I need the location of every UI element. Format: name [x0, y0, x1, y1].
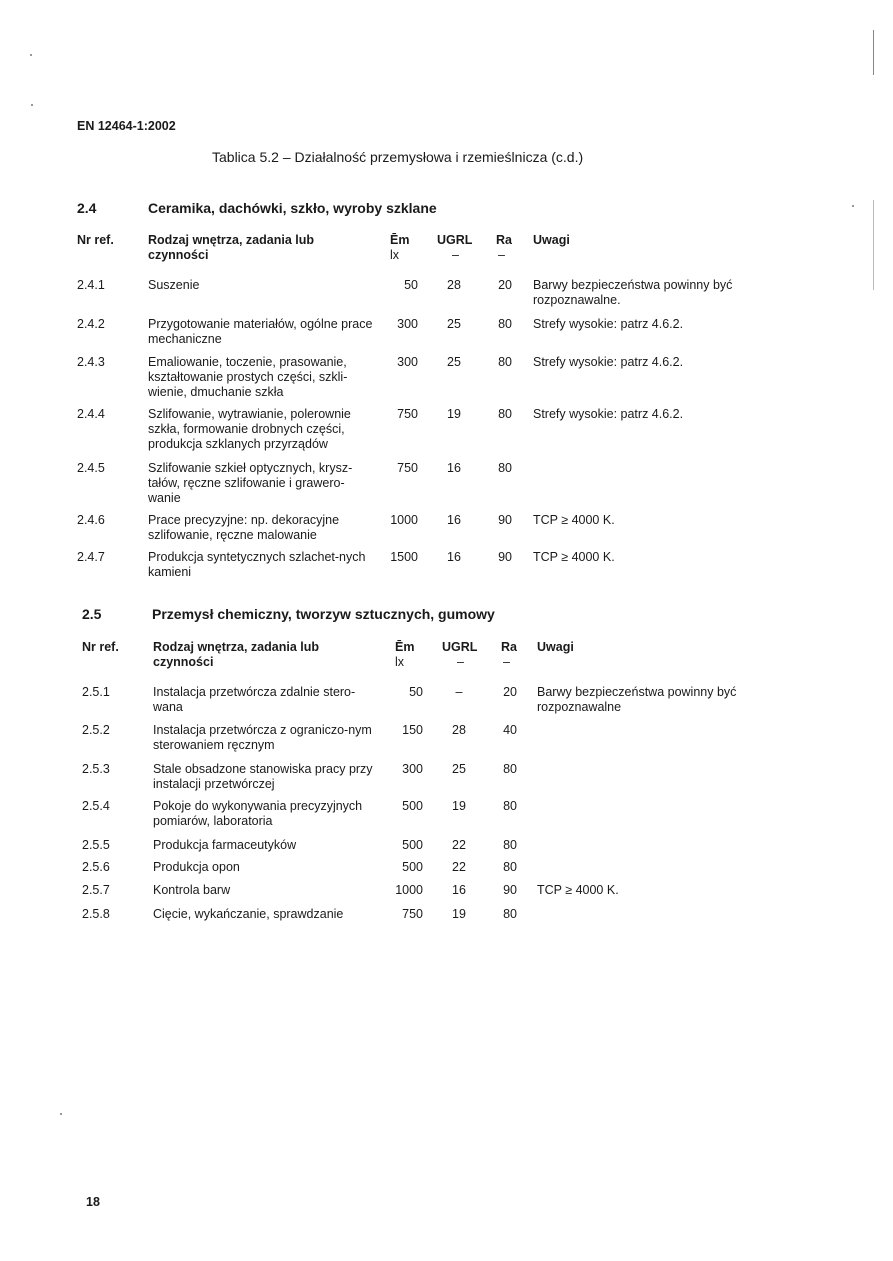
row-ugr: 16 — [452, 883, 466, 897]
row-em: 750 — [402, 907, 423, 921]
row-remarks: Barwy bezpieczeństwa powinny być rozpoznawalne — [537, 685, 737, 714]
row-ref: 2.4.1 — [77, 278, 105, 292]
row-em: 150 — [402, 723, 423, 737]
column-header-interior: Rodzaj wnętrza, zadania lub czynności — [153, 640, 319, 669]
scan-edge-line — [873, 200, 874, 290]
row-remarks: Strefy wysokie: patrz 4.6.2. — [533, 355, 684, 369]
row-ref: 2.5.2 — [82, 723, 110, 737]
row-ugr: – — [455, 685, 463, 699]
row-em: 500 — [402, 860, 423, 874]
row-ra: 80 — [503, 799, 517, 813]
row-ref: 2.5.4 — [82, 799, 110, 813]
row-em: 1000 — [395, 883, 423, 897]
row-interior: Szlifowanie, wytrawianie, polerownie szkła, formowanie drobnych części, produkcja szklanych przyrządów — [148, 407, 351, 451]
column-unit-em: lx — [395, 655, 405, 669]
row-ref: 2.4.5 — [77, 461, 105, 475]
row-ra: 90 — [498, 513, 512, 527]
row-ra: 20 — [498, 278, 512, 292]
row-em: 500 — [402, 799, 423, 813]
row-interior: Stale obsadzone stanowiska pracy przy instalacji przetwórczej — [153, 762, 373, 791]
row-ref: 2.4.3 — [77, 355, 105, 369]
row-ra: 80 — [498, 461, 512, 475]
section-number: 2.5 — [82, 606, 102, 622]
row-ugr: 19 — [452, 907, 466, 921]
column-unit-ra: – — [503, 655, 510, 669]
row-ref: 2.5.5 — [82, 838, 110, 852]
column-header-remarks: Uwagi — [533, 233, 570, 247]
row-remarks: TCP ≥ 4000 K. — [533, 550, 615, 564]
scan-speck — [852, 205, 854, 207]
section-number: 2.4 — [77, 200, 97, 216]
row-ugr: 28 — [452, 723, 466, 737]
row-interior: Prace precyzyjne: np. dekoracyjne szlifowanie, ręczne malowanie — [148, 513, 340, 542]
page-number: 18 — [86, 1195, 100, 1209]
row-em: 750 — [397, 461, 418, 475]
row-remarks: TCP ≥ 4000 K. — [537, 883, 619, 897]
row-ref: 2.5.7 — [82, 883, 110, 897]
row-ra: 80 — [503, 860, 517, 874]
row-em: 300 — [397, 317, 418, 331]
row-ugr: 16 — [447, 513, 461, 527]
row-interior: Produkcja syntetycznych szlachet-nych kamieni — [148, 550, 366, 579]
standard-code: EN 12464-1:2002 — [77, 119, 176, 133]
column-header-ref: Nr ref. — [82, 640, 119, 654]
row-interior: Cięcie, wykańczanie, sprawdzanie — [153, 907, 344, 921]
row-em: 750 — [397, 407, 418, 421]
row-interior: Szlifowanie szkieł optycznych, krysz-tałów, ręczne szlifowanie i grawero-wanie — [148, 461, 353, 505]
column-header-ugr: UGRL — [442, 640, 478, 654]
column-header-ref: Nr ref. — [77, 233, 114, 247]
scan-edge-line — [873, 30, 874, 75]
row-interior: Instalacja przetwórcza zdalnie stero-wana — [153, 685, 356, 714]
row-ra: 80 — [498, 317, 512, 331]
row-em: 300 — [402, 762, 423, 776]
row-remarks: Strefy wysokie: patrz 4.6.2. — [533, 317, 684, 331]
row-ra: 40 — [503, 723, 517, 737]
column-header-interior: Rodzaj wnętrza, zadania lub czynności — [148, 233, 314, 262]
row-interior: Produkcja farmaceutyków — [153, 838, 297, 852]
table-title: Tablica 5.2 – Działalność przemysłowa i rzemieślnicza (c.d.) — [212, 149, 584, 165]
row-ref: 2.4.6 — [77, 513, 105, 527]
column-unit-ugr: – — [452, 248, 459, 262]
section-title: Przemysł chemiczny, tworzyw sztucznych, gumowy — [152, 606, 495, 622]
row-em: 1500 — [390, 550, 418, 564]
scan-speck — [60, 1113, 62, 1115]
row-ra: 80 — [498, 407, 512, 421]
row-ugr: 25 — [447, 355, 461, 369]
row-interior: Emaliowanie, toczenie, prasowanie, kształtowanie prostych części, szkli-wienie, dmuchanie szkła — [148, 355, 348, 399]
row-ugr: 25 — [447, 317, 461, 331]
column-header-remarks: Uwagi — [537, 640, 574, 654]
row-ref: 2.5.3 — [82, 762, 110, 776]
row-ra: 80 — [498, 355, 512, 369]
column-header-em: Ēm — [390, 233, 410, 247]
row-ugr: 28 — [447, 278, 461, 292]
row-ugr: 19 — [447, 407, 461, 421]
row-ref: 2.5.8 — [82, 907, 110, 921]
row-ugr: 22 — [452, 838, 466, 852]
row-ugr: 19 — [452, 799, 466, 813]
scan-speck — [30, 54, 32, 56]
row-ugr: 22 — [452, 860, 466, 874]
row-ugr: 25 — [452, 762, 466, 776]
column-unit-em: lx — [390, 248, 400, 262]
row-remarks: Strefy wysokie: patrz 4.6.2. — [533, 407, 684, 421]
row-interior: Przygotowanie materiałów, ogólne prace mechaniczne — [148, 317, 373, 346]
row-em: 500 — [402, 838, 423, 852]
row-interior: Instalacja przetwórcza z ograniczo-nym sterowaniem ręcznym — [153, 723, 372, 752]
row-ugr: 16 — [447, 550, 461, 564]
row-interior: Pokoje do wykonywania precyzyjnych pomiarów, laboratoria — [153, 799, 363, 828]
row-ra: 80 — [503, 907, 517, 921]
row-ra: 90 — [498, 550, 512, 564]
row-ugr: 16 — [447, 461, 461, 475]
row-ref: 2.5.6 — [82, 860, 110, 874]
row-interior: Kontrola barw — [153, 883, 231, 897]
row-em: 50 — [409, 685, 423, 699]
row-ra: 80 — [503, 762, 517, 776]
row-interior: Suszenie — [148, 278, 200, 292]
column-header-ugr: UGRL — [437, 233, 473, 247]
row-ra: 80 — [503, 838, 517, 852]
row-ra: 90 — [503, 883, 517, 897]
scan-speck — [31, 104, 33, 106]
row-ref: 2.4.2 — [77, 317, 105, 331]
column-unit-ugr: – — [457, 655, 464, 669]
row-em: 50 — [404, 278, 418, 292]
row-ra: 20 — [503, 685, 517, 699]
row-interior: Produkcja opon — [153, 860, 240, 874]
row-remarks: Barwy bezpieczeństwa powinny być rozpoznawalne. — [533, 278, 733, 307]
row-ref: 2.4.4 — [77, 407, 105, 421]
column-header-ra: Ra — [496, 233, 512, 247]
column-unit-ra: – — [498, 248, 505, 262]
row-remarks: TCP ≥ 4000 K. — [533, 513, 615, 527]
column-header-em: Ēm — [395, 640, 415, 654]
row-ref: 2.5.1 — [82, 685, 110, 699]
row-em: 1000 — [390, 513, 418, 527]
column-header-ra: Ra — [501, 640, 517, 654]
section-title: Ceramika, dachówki, szkło, wyroby szklane — [148, 200, 437, 216]
row-em: 300 — [397, 355, 418, 369]
row-ref: 2.4.7 — [77, 550, 105, 564]
